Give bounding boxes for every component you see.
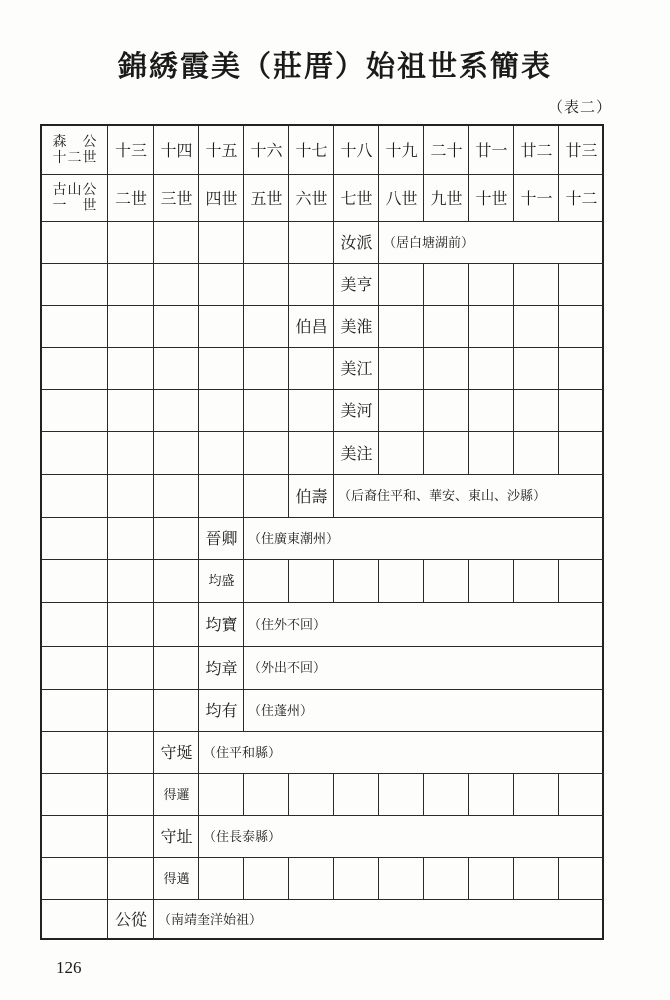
grid-line [198,432,199,475]
grid-line [153,264,154,306]
grid-line [153,222,154,264]
residence-note: （住蓬州） [248,703,314,719]
residence-note: （住長泰縣） [203,829,282,845]
generation-subheader: 三世 [160,188,193,208]
grid-line [558,348,559,390]
person-name: 美注 [340,443,373,463]
grid-line [423,560,424,603]
generation-subheader: 五世 [250,188,283,208]
grid-line [468,432,469,475]
person-name: 汝派 [340,233,373,252]
grid-line [513,390,514,432]
generation-subheader: 四世 [205,188,238,208]
grid-line [513,348,514,390]
grid-line [468,858,469,900]
grid-line [558,774,559,816]
grid-line [288,264,289,306]
grid-line [243,306,244,348]
grid-line [288,222,289,264]
grid-line [378,858,379,900]
grid-line [423,432,424,475]
grid-line [243,774,244,816]
grid-line [243,432,244,475]
grid-line [153,647,154,690]
residence-note: （后裔住平和、華安、東山、沙縣） [338,489,547,504]
grid-line [513,774,514,816]
person-name: 守埏 [160,743,193,762]
grid-line [423,390,424,432]
generation-header: 廿三 [565,140,598,160]
person-name: 美河 [340,401,373,420]
grid-line [107,518,108,560]
generation-subheader: 二世 [114,188,147,208]
grid-line [513,264,514,306]
grid-line [513,858,514,900]
grid-line [468,348,469,390]
grid-line [558,432,559,475]
grid-line [107,816,108,858]
grid-line [558,264,559,306]
grid-line [333,774,334,816]
grid-line [243,264,244,306]
grid-line [107,306,108,348]
generation-subheader: 七世 [340,188,373,208]
grid-line [288,858,289,900]
grid-line [288,432,289,475]
grid-line [333,858,334,900]
grid-line [423,348,424,390]
person-name: 伯壽 [295,486,328,506]
header-ancestor-gushan: 古山公 一 世 [52,182,98,214]
grid-line [153,432,154,475]
residence-note: （外出不回） [248,661,327,676]
grid-line [153,603,154,647]
grid-line [107,475,108,518]
person-name: 得邁 [163,871,190,887]
grid-line [107,560,108,603]
residence-note: （住外不回） [248,617,327,633]
grid-line [107,732,108,774]
grid-line [468,560,469,603]
grid-line [107,390,108,432]
person-name: 美江 [340,359,373,378]
person-name: 得邏 [163,787,190,803]
genealogy-table [40,124,604,940]
page-title: 錦綉霞美（莊厝）始祖世系簡表 [117,49,552,83]
page-number: 126 [56,958,82,977]
grid-line [243,390,244,432]
generation-subheader: 十一 [520,188,553,208]
grid-line [198,264,199,306]
grid-line [243,475,244,518]
grid-line [288,774,289,816]
grid-line [153,475,154,518]
grid-line [107,603,108,647]
generation-subheader: 九世 [430,188,463,208]
grid-line [468,390,469,432]
generation-subheader: 十二 [565,188,598,208]
grid-line [288,560,289,603]
grid-line [243,348,244,390]
generation-header: 十七 [295,140,328,160]
table-subtitle: （表二） [547,98,612,116]
grid-line [107,858,108,900]
grid-line [333,560,334,603]
residence-note: （居白塘湖前） [383,235,475,251]
grid-line [198,475,199,518]
grid-line [198,222,199,264]
grid-line [558,306,559,348]
grid-line [468,774,469,816]
grid-line [107,432,108,475]
generation-header: 十三 [114,140,147,160]
generation-subheader: 十世 [475,188,508,208]
generation-subheader: 八世 [385,188,418,208]
person-name: 伯昌 [295,317,328,336]
generation-header: 二十 [430,140,463,160]
grid-line [198,390,199,432]
person-name: 美亨 [340,275,373,294]
grid-line [423,774,424,816]
grid-line [153,348,154,390]
person-name: 美淮 [340,317,373,336]
residence-note: （住平和縣） [203,745,282,761]
grid-line [243,858,244,900]
grid-line [107,222,108,264]
grid-line [153,390,154,432]
grid-line [243,222,244,264]
person-name: 晉卿 [205,529,238,548]
generation-header: 十九 [385,140,418,160]
residence-note: （南靖奎洋始祖） [158,912,263,928]
grid-line [107,647,108,690]
grid-line [42,389,604,390]
grid-line [153,306,154,348]
grid-line [153,690,154,732]
person-name: 均有 [205,701,238,720]
generation-header: 廿一 [475,140,508,160]
grid-line [42,431,604,432]
residence-note: （住廣東潮州） [248,531,340,547]
person-name: 均盛 [208,574,235,589]
generation-header: 十五 [205,140,238,160]
grid-line [378,774,379,816]
grid-line [153,518,154,560]
grid-line [558,858,559,900]
grid-line [423,264,424,306]
grid-line [378,560,379,603]
grid-line [468,264,469,306]
grid-line [513,560,514,603]
person-name: 公從 [114,910,147,929]
grid-line [198,306,199,348]
grid-line [558,390,559,432]
generation-header: 廿二 [520,140,553,160]
grid-line [153,560,154,603]
grid-line [107,774,108,816]
header-ancestor-sen: 森 公 十二世 [52,134,98,166]
grid-line [423,306,424,348]
grid-line [288,390,289,432]
grid-line [513,306,514,348]
generation-subheader: 六世 [295,188,328,208]
generation-header: 十六 [250,140,283,160]
person-name: 守址 [160,827,193,846]
generation-header: 十四 [160,140,193,160]
grid-line [107,264,108,306]
generation-header: 十八 [340,140,373,160]
grid-line [468,306,469,348]
grid-line [198,348,199,390]
grid-line [513,432,514,475]
grid-line [288,348,289,390]
grid-line [558,560,559,603]
person-name: 均寶 [205,615,238,634]
grid-line [107,348,108,390]
grid-line [107,690,108,732]
person-name: 均章 [205,658,238,678]
grid-line [423,858,424,900]
